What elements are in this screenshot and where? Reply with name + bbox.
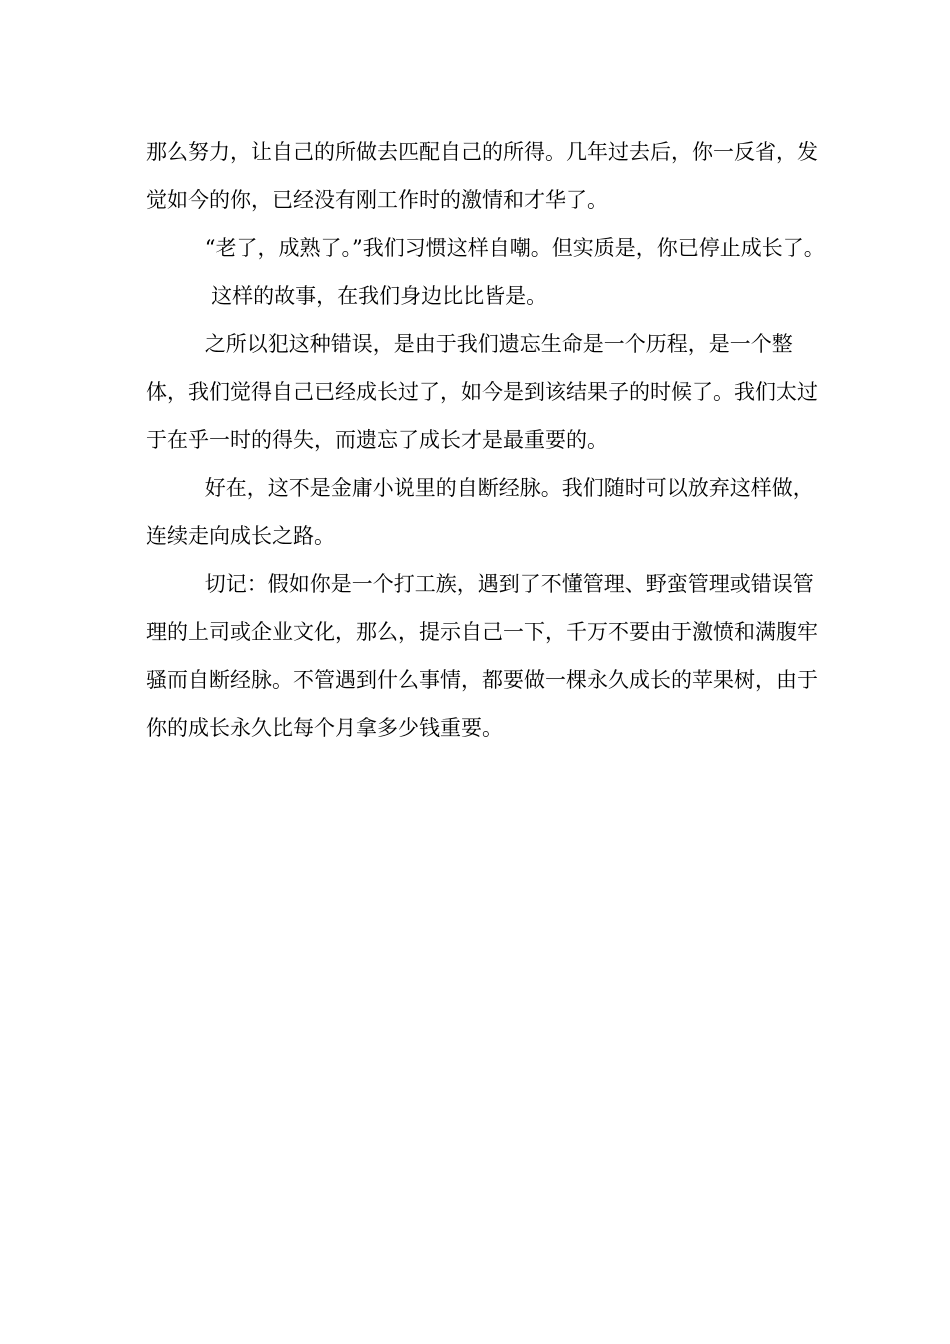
paragraph-3: 这样的故事，在我们身边比比皆是。 bbox=[211, 284, 548, 308]
paragraph-5: 好在，这不是金庸小说里的自断经脉。我们随时可以放弃这样做，连续走向成长之路。 bbox=[146, 476, 814, 548]
paragraph-4: 之所以犯这种错误，是由于我们遗忘生命是一个历程，是一个整体，我们觉得自己已经成长过了，如今是到该结果子的时候了。我们太过于在乎一时的得失，而遗忘了成长才是最重要的。 bbox=[146, 332, 818, 452]
document-body bbox=[146, 128, 826, 752]
paragraph-2: “老了，成熟了。”我们习惯这样自嘲。但实质是，你已停止成长了。 bbox=[204, 236, 825, 260]
paragraph-1: 那么努力，让自己的所做去匹配自己的所得。几年过去后，你一反省，发觉如今的你，已经没有刚工作时的激情和才华了。 bbox=[146, 140, 818, 212]
paragraph-6: 切记：假如你是一个打工族，遇到了不懂管理、野蛮管理或错误管理的上司或企业文化，那么，提示自己一下，千万不要由于激愤和满腹牢骚而自断经脉。不管遇到什么事情，都要做一棵永久成长的苹果树，由于你的成长永久比每个月拿多少钱重要。 bbox=[146, 572, 818, 740]
